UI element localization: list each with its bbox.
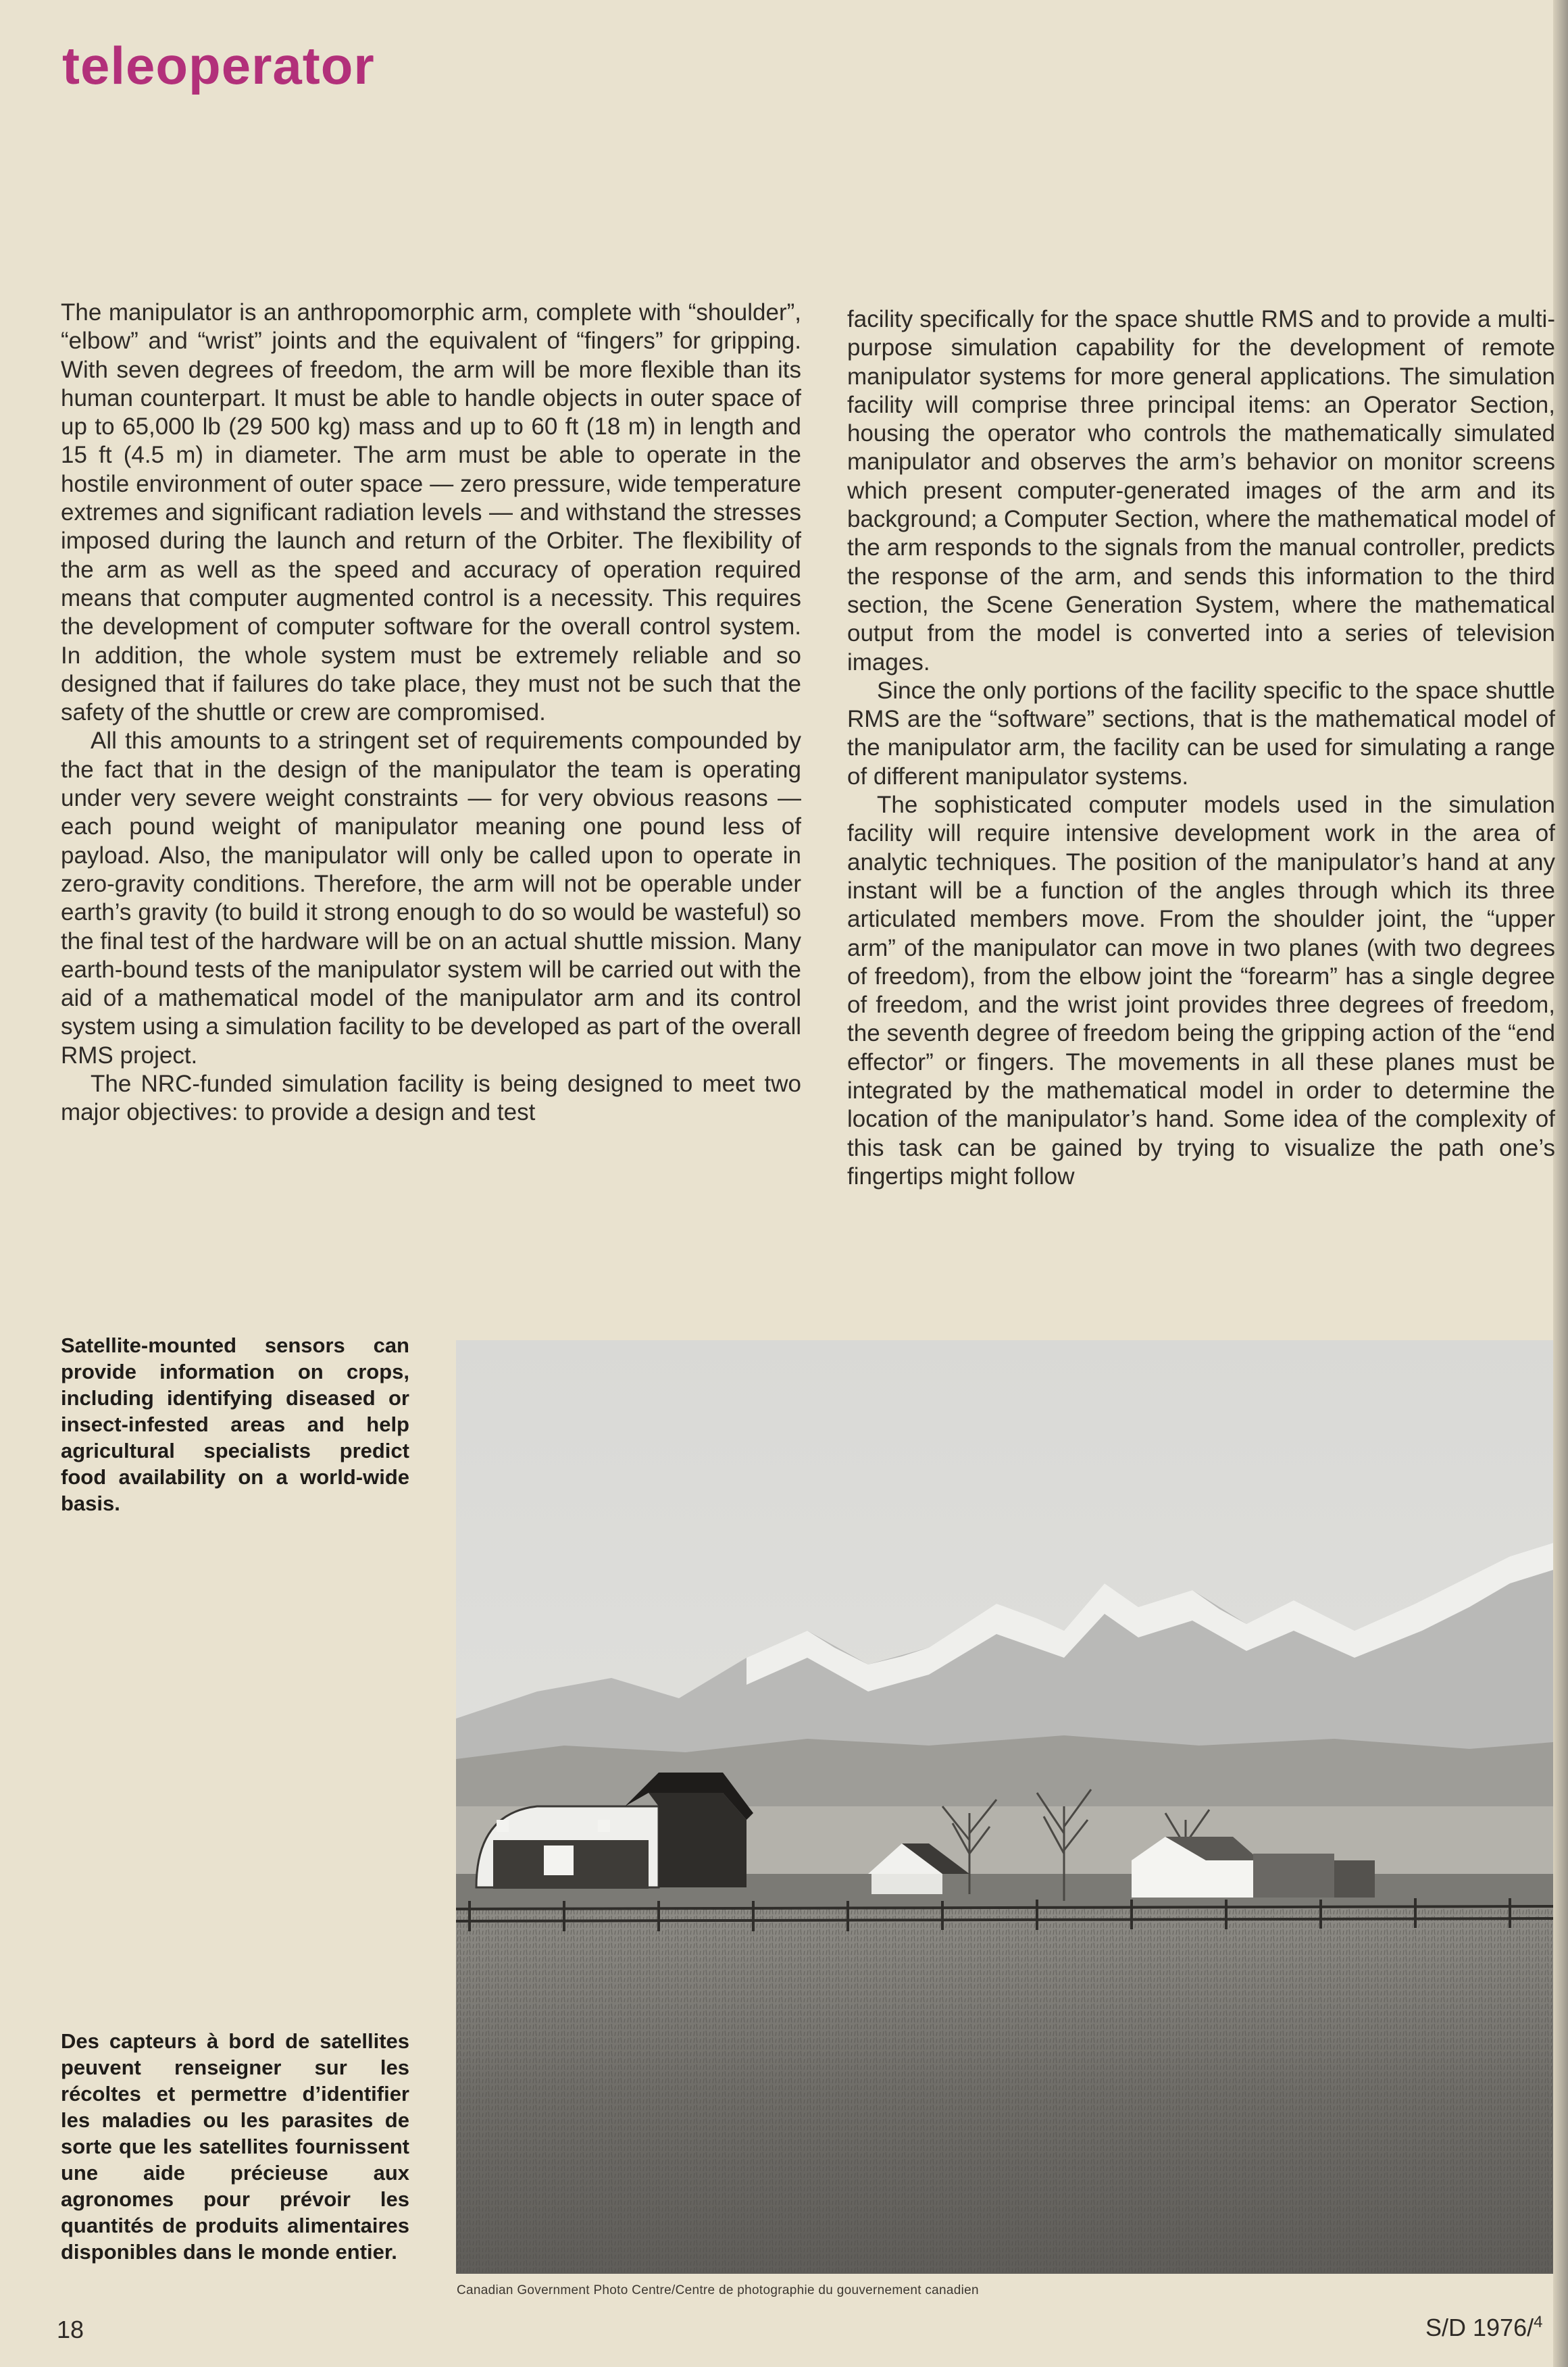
page-binding-edge	[1553, 0, 1568, 2367]
section-title: teleoperator	[62, 36, 375, 95]
farm-landscape-photo	[456, 1340, 1553, 2274]
article-paragraph: The sophisticated computer models used in the simulation facility will require intensive development work in the area of analytic techniques. The position of the manipulator’s hand at any instant will be a function of the angles through which its three articulated members move. From the shoulder joint, the “upper arm” of the manipulator can move in two planes (with two degrees of freedom), from the elbow joint the “forearm” has a single degree of freedom, and the wrist joint provides three degrees of freedom, the seventh degree of freedom being the gripping action of the “end effector” or fingers. The movements in all these planes must be integrated by the mathematical model in order to determine the location of the manipulator’s hand. Some idea of the complexity of this task can be gained by trying to visualize the path one’s fingertips might follow	[847, 792, 1555, 1190]
article-paragraph: Since the only portions of the facility specific to the space shuttle RMS are the “software” sections, that is the mathematical model of the manipulator arm, the facility can be used for simulating a range of different manipulator systems.	[847, 677, 1555, 790]
article-paragraph: All this amounts to a stringent set of requirements compounded by the fact that in the design of the manipulator the team is operating under very severe weight constraints — for very obvious reasons — each pound weight of manipulator meaning one pound less of payload. Also, the manipulator will only be called upon to operate in zero-gravity conditions. Therefore, the arm will not be operable under earth’s gravity (to build it strong enough to do so would be wasteful) so the final test of the hardware will be on an actual shuttle mission. Many earth-bound tests of the manipulator system will be carried out with the aid of a mathematical model of the manipulator arm and its control system using a simulation facility to be developed as part of the overall RMS project.	[61, 728, 801, 1069]
meadow-texture	[456, 1908, 1553, 2274]
article-right-column	[847, 305, 1555, 1191]
article-paragraph: The NRC-funded simulation facility is being designed to meet two major objectives: to provide a design and test	[61, 1071, 801, 1126]
photo-caption-french: Des capteurs à bord de satellites peuvent renseigner sur les récoltes et permettre d’identifier les maladies ou les parasites de sorte que les satellites fournissent une aide précieuse aux agronomes pour prévoir les quantités de produits alimentaires disponibles dans le monde entier.	[61, 2029, 409, 2264]
article-left-column	[61, 299, 801, 1127]
issue-label	[1425, 2313, 1542, 2342]
article-paragraph: The manipulator is an anthropomorphic arm, complete with “shoulder”, “elbow” and “wrist” joints and the equivalent of “fingers” for gripping. With seven degrees of freedom, the arm will be more flexible than its human counterpart. It must be able to handle objects in outer space of up to 65,000 lb (29 500 kg) mass and up to 60 ft (18 m) in length and 15 ft (4.5 m) in diameter. The arm must be able to operate in the hostile environment of outer space — zero pressure, wide temperature extremes and significant radiation levels — and withstand the stresses imposed during the launch and return of the Orbiter. The flexibility of the arm as well as the speed and accuracy of operation required means that computer augmented control is a necessity. This requires the development of computer software for the overall control system. In addition, the whole system must be extremely reliable and so designed that if failures do take place, they must not be such that the safety of the shuttle or crew are compromised.	[61, 299, 801, 726]
issue-number: 4	[1534, 2313, 1543, 2331]
photo-credit: Canadian Government Photo Centre/Centre de photographie du gouvernement canadien	[457, 2283, 979, 2297]
article-paragraph: facility specifically for the space shuttle RMS and to provide a multi-purpose simulation capability for the development of remote manipulator systems for more general applications. The simulation facility will comprise three principal items: an Operator Section, housing the operator who controls the mathematically simulated manipulator and observes the arm’s behavior on monitor screens which present computer-generated images of the arm and its background; a Computer Section, where the mathematical model of the arm responds to the signals from the manual controller, predicts the response of the arm, and sends this information to the third section, the Scene Generation System, where the mathematical output from the model is converted into a series of television images.	[847, 306, 1555, 676]
photo-caption-english: Satellite-mounted sensors can provide information on crops, including identifying diseased or insect-infested areas and help agricultural specialists predict food availability on a world-wide basis.	[61, 1333, 409, 1515]
page-number: 18	[57, 2316, 84, 2343]
issue-main: S/D 1976/	[1425, 2314, 1534, 2341]
